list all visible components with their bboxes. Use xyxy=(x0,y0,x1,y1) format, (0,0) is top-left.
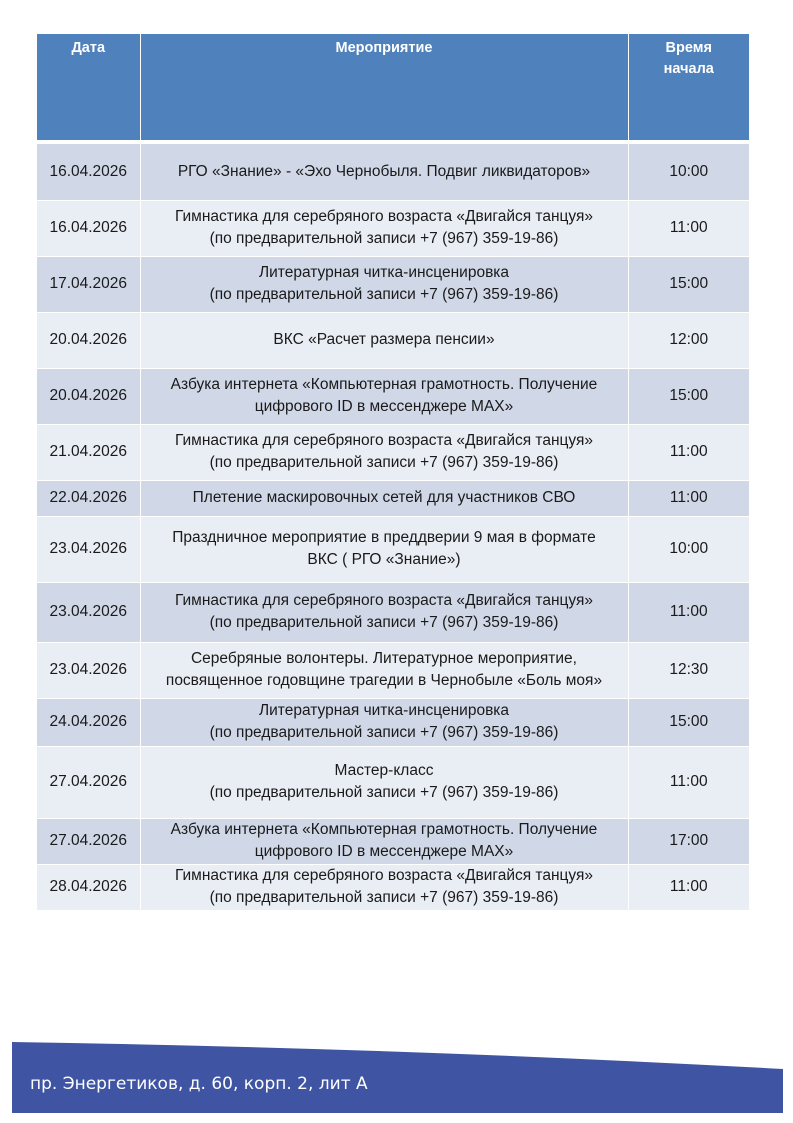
table-row xyxy=(37,864,749,910)
event-time-cell: 12:00 xyxy=(628,312,749,368)
event-time-cell: 15:00 xyxy=(628,256,749,312)
table-row xyxy=(37,746,749,818)
event-time-cell: 11:00 xyxy=(628,424,749,480)
table-row xyxy=(37,642,749,698)
event-title-cell xyxy=(140,582,628,642)
event-date-cell: 16.04.2026 xyxy=(37,200,140,256)
event-time-cell: 10:00 xyxy=(628,142,749,200)
event-title-line: (по предварительной записи +7 (967) 359-19-86) xyxy=(209,724,559,741)
event-date-cell: 22.04.2026 xyxy=(37,480,140,516)
event-title-line: (по предварительной записи +7 (967) 359-19-86) xyxy=(209,454,559,471)
event-title-line: Мастер-класс xyxy=(334,762,434,779)
table-row xyxy=(37,698,749,746)
event-date-cell: 21.04.2026 xyxy=(37,424,140,480)
table-body xyxy=(37,142,749,910)
table-row xyxy=(37,256,749,312)
event-title-cell xyxy=(140,516,628,582)
event-title-cell xyxy=(140,698,628,746)
event-title-cell xyxy=(140,480,628,516)
header-start-time-line2: начала xyxy=(663,61,714,77)
event-time-cell: 11:00 xyxy=(628,200,749,256)
table-row xyxy=(37,582,749,642)
event-time-cell: 10:00 xyxy=(628,516,749,582)
event-title-line: Гимнастика для серебряного возраста «Двигайся танцуя» xyxy=(174,432,593,449)
events-schedule-table xyxy=(37,34,749,911)
table-row xyxy=(37,200,749,256)
event-title-line: ВКС ( РГО «Знание») xyxy=(307,551,461,568)
event-time-cell: 15:00 xyxy=(628,698,749,746)
event-title-line: цифрового ID в мессенджере MAX» xyxy=(254,398,514,415)
event-title-cell xyxy=(140,142,628,200)
event-title-line: ВКС «Расчет размера пенсии» xyxy=(273,331,495,348)
event-title-line: Праздничное мероприятие в преддверии 9 мая в формате xyxy=(172,529,596,546)
event-time-cell: 12:30 xyxy=(628,642,749,698)
event-date-cell: 24.04.2026 xyxy=(37,698,140,746)
event-date-cell: 20.04.2026 xyxy=(37,368,140,424)
event-time-cell: 17:00 xyxy=(628,818,749,864)
event-title-cell xyxy=(140,424,628,480)
event-date-cell: 23.04.2026 xyxy=(37,642,140,698)
event-title-line: Серебряные волонтеры. Литературное мероприятие, xyxy=(190,650,577,667)
event-title-cell xyxy=(140,864,628,910)
event-title-line: Литературная читка-инсценировка xyxy=(258,702,510,719)
event-title-cell xyxy=(140,368,628,424)
event-title-line: (по предварительной записи +7 (967) 359-19-86) xyxy=(209,889,559,906)
event-title-line: посвященное годовщине трагедии в Чернобыле «Боль моя» xyxy=(165,672,603,689)
event-date-cell: 23.04.2026 xyxy=(37,516,140,582)
event-title-line: Плетение маскировочных сетей для участников СВО xyxy=(192,489,576,506)
event-title-line: Гимнастика для серебряного возраста «Двигайся танцуя» xyxy=(174,867,593,884)
header-date: Дата xyxy=(37,34,140,142)
event-time-cell: 15:00 xyxy=(628,368,749,424)
event-date-cell: 28.04.2026 xyxy=(37,864,140,910)
event-title-line: Гимнастика для серебряного возраста «Двигайся танцуя» xyxy=(174,208,593,225)
event-title-line: Литературная читка-инсценировка xyxy=(258,264,510,281)
header-event: Мероприятие xyxy=(140,34,628,142)
table-row xyxy=(37,480,749,516)
table-row xyxy=(37,312,749,368)
event-title-line: (по предварительной записи +7 (967) 359-19-86) xyxy=(209,230,559,247)
table-header-row xyxy=(37,34,749,142)
event-title-cell xyxy=(140,746,628,818)
event-title-line: Азбука интернета «Компьютерная грамотность. Получение xyxy=(170,376,598,393)
event-title-line: (по предварительной записи +7 (967) 359-19-86) xyxy=(209,784,559,801)
event-title-cell xyxy=(140,312,628,368)
event-title-line: (по предварительной записи +7 (967) 359-19-86) xyxy=(209,286,559,303)
event-title-line: цифрового ID в мессенджере MAX» xyxy=(254,843,514,860)
event-date-cell: 17.04.2026 xyxy=(37,256,140,312)
event-title-line: РГО «Знание» - «Эхо Чернобыля. Подвиг ликвидаторов» xyxy=(177,162,591,180)
header-start-time xyxy=(628,34,749,142)
event-time-cell: 11:00 xyxy=(628,480,749,516)
table-row xyxy=(37,368,749,424)
event-date-cell: 27.04.2026 xyxy=(37,818,140,864)
table-row xyxy=(37,424,749,480)
footer-address: пр. Энергетиков, д. 60, корп. 2, лит А xyxy=(30,1074,368,1094)
event-date-cell: 27.04.2026 xyxy=(37,746,140,818)
table-row xyxy=(37,142,749,200)
event-time-cell: 11:00 xyxy=(628,746,749,818)
header-start-time-line1: Время xyxy=(665,40,712,56)
event-date-cell: 16.04.2026 xyxy=(37,142,140,200)
event-title-line: Азбука интернета «Компьютерная грамотность. Получение xyxy=(170,821,598,838)
event-title-line: (по предварительной записи +7 (967) 359-19-86) xyxy=(209,614,559,631)
event-time-cell: 11:00 xyxy=(628,582,749,642)
event-date-cell: 23.04.2026 xyxy=(37,582,140,642)
event-title-cell xyxy=(140,256,628,312)
event-title-cell xyxy=(140,818,628,864)
table-row xyxy=(37,818,749,864)
table-row xyxy=(37,516,749,582)
event-title-line: Гимнастика для серебряного возраста «Двигайся танцуя» xyxy=(174,592,593,609)
event-time-cell: 11:00 xyxy=(628,864,749,910)
event-date-cell: 20.04.2026 xyxy=(37,312,140,368)
event-title-cell xyxy=(140,642,628,698)
event-title-cell xyxy=(140,200,628,256)
